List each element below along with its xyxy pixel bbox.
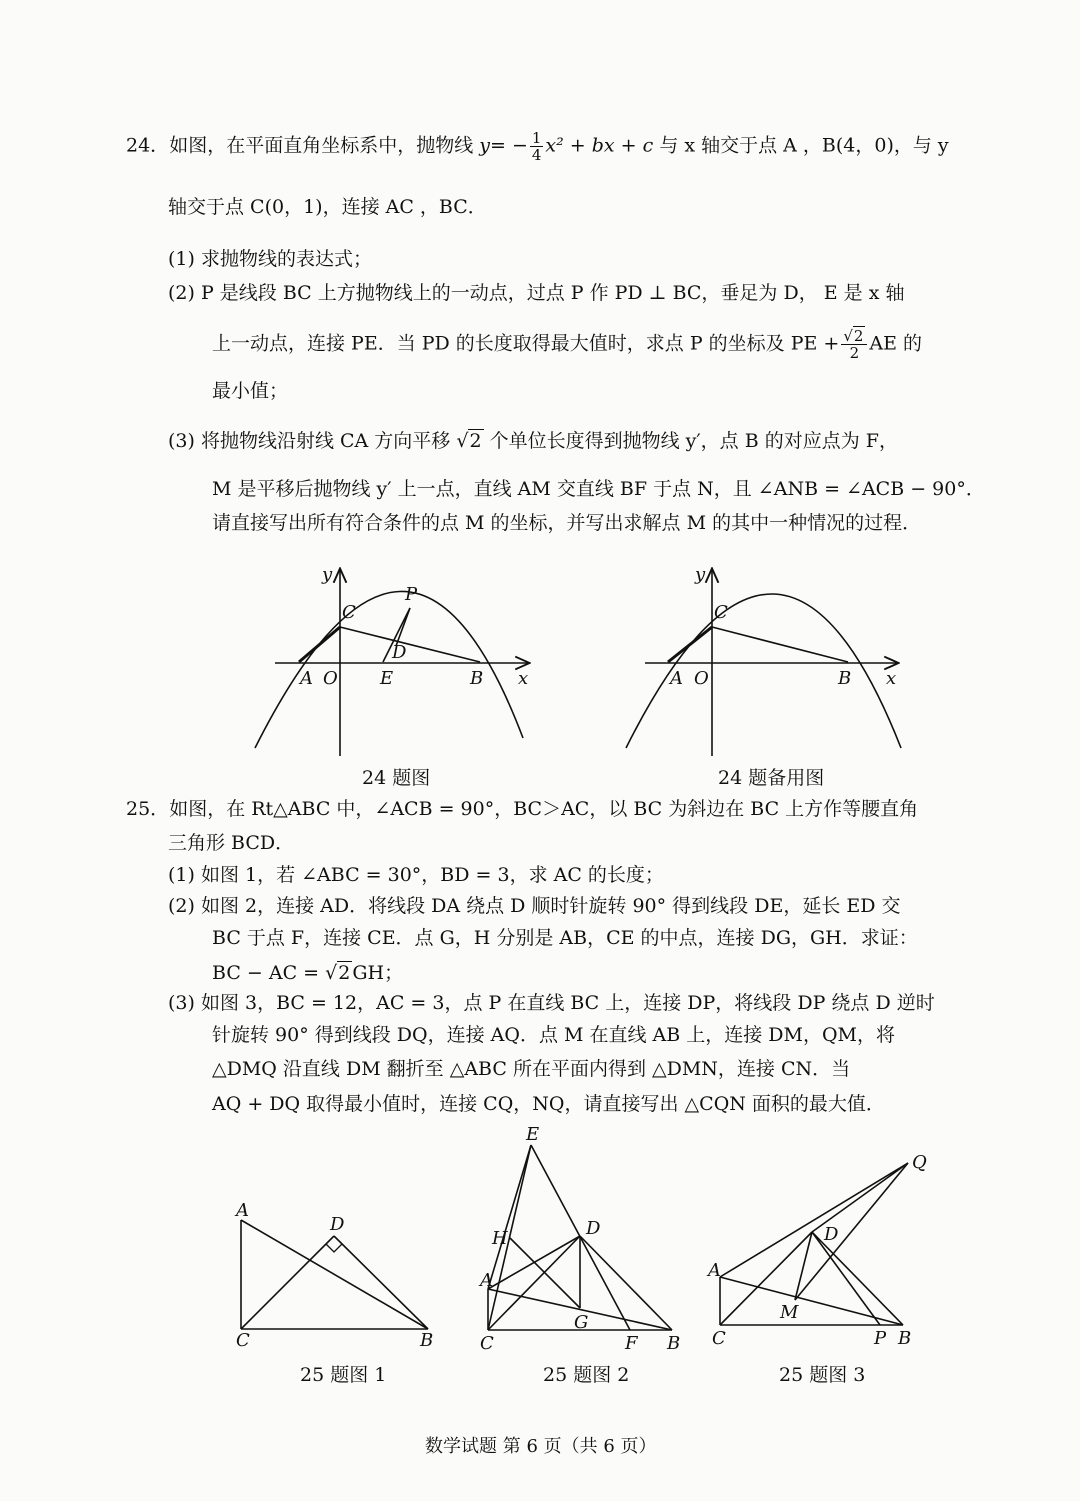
label-e: E [526, 1124, 540, 1145]
q24-part2-line1: (2) P 是线段 BC 上方抛物线上的一动点，过点 P 作 PD ⊥ BC，垂足为 D， E 是 x 轴 [168, 282, 905, 304]
segment-pd [396, 608, 410, 646]
label-b: B [667, 1333, 681, 1354]
frac-denominator: 4 [531, 146, 542, 164]
parabola [626, 594, 901, 748]
q25-part3-line3: △DMQ 沿直线 DM 翻折至 △ABC 所在平面内得到 △DMN，连接 CN．当 [212, 1058, 851, 1080]
label-d: D [330, 1214, 345, 1235]
label-b: B [470, 668, 484, 689]
label-o: O [694, 668, 709, 689]
label-c: C [480, 1333, 494, 1354]
q24-number: 24． [126, 134, 170, 157]
q25-line1 [126, 796, 918, 822]
q25-part2-line2: BC 于点 F，连接 CE．点 G，H 分别是 AB，CE 的中点，连接 DG，GH．求证： [212, 927, 918, 949]
q25-intro: 如图，在 Rt△ABC 中，∠ACB = 90°，BC＞AC，以 BC 为斜边在 BC 上方作等腰直角 [169, 798, 919, 820]
sqrt-value: 2 [469, 430, 482, 452]
frac-denominator: 2 [849, 344, 860, 362]
figure-24-main [255, 564, 528, 756]
right-angle-mark [326, 1244, 342, 1252]
label-y: y [695, 564, 706, 585]
label-y: y [322, 564, 333, 585]
caption-25-3: 25 题图 3 [779, 1364, 866, 1386]
segment-bc [340, 627, 480, 662]
q25-part2-line3: BC − AC = √2 GH； [212, 962, 404, 984]
label-m: M [780, 1302, 799, 1323]
caption-24: 24 题图 [362, 767, 431, 789]
q25-part3-line1: (3) 如图 3，BC = 12，AC = 3，点 P 在直线 BC 上，连接 DP，将线段 DP 绕点 D 逆时 [168, 992, 935, 1014]
label-a: A [300, 668, 313, 689]
caption-25-2: 25 题图 2 [543, 1364, 630, 1386]
label-f: F [625, 1333, 638, 1354]
label-x: x [518, 668, 529, 689]
label-a: A [670, 668, 683, 689]
sqrt-value: 2 [853, 327, 864, 345]
label-x: x [886, 668, 897, 689]
sqrt-value: 2 [338, 962, 351, 984]
q24-part2-line3: 最小值； [212, 380, 289, 402]
segment-bc [712, 627, 848, 662]
q25-part2-text-end: GH； [352, 962, 404, 984]
q25-part3-line2: 针旋转 90° 得到线段 DQ，连接 AQ．点 M 在直线 AB 上，连接 DM，QM，将 [212, 1024, 895, 1046]
q25-number: 25． [126, 798, 170, 820]
segment-db [580, 1236, 672, 1330]
q24-intro: 如图，在平面直角坐标系中，抛物线 [169, 134, 474, 157]
label-c: C [342, 602, 356, 623]
q24-eq: = − [489, 134, 528, 157]
q24-part2-text: 上一动点，连接 PE．当 PD 的长度取得最大值时，求点 P 的坐标及 PE + [212, 332, 840, 355]
q25-line2: 三角形 BCD． [168, 832, 295, 854]
segment-db [812, 1232, 903, 1325]
segment-aq [720, 1163, 908, 1277]
label-h: H [492, 1228, 508, 1249]
figure-25-2 [478, 1124, 680, 1354]
caption-24-spare: 24 题备用图 [718, 767, 825, 789]
frac-numerator: 1 [531, 129, 542, 147]
q25-part1: (1) 如图 1，若 ∠ABC = 30°，BD = 3，求 AC 的长度； [168, 864, 664, 886]
label-o: O [323, 668, 338, 689]
q25-part2-text: BC − AC = [212, 962, 320, 984]
q24-poly: x² + bx + c [545, 134, 654, 157]
q25-part3-line4: AQ + DQ 取得最小值时，连接 CQ，NQ，请直接写出 △CQN 面积的最大值． [212, 1093, 885, 1115]
label-c: C [714, 602, 728, 623]
label-e: E [380, 668, 394, 689]
label-a: A [708, 1260, 721, 1281]
q24-part3-text-end: 个单位长度得到抛物线 y′，点 B 的对应点为 F， [489, 430, 898, 452]
label-d: D [586, 1218, 601, 1239]
page-footer: 数学试题 第 6 页（共 6 页） [425, 1436, 657, 1457]
label-a: A [480, 1270, 493, 1291]
segment-cd [488, 1236, 580, 1330]
label-c: C [712, 1328, 726, 1349]
label-b: B [420, 1330, 434, 1351]
q24-line2: 轴交于点 C(0，1)，连接 AC ，BC． [168, 196, 487, 218]
q24-part3-line3: 请直接写出所有符合条件的点 M 的坐标，并写出求解点 M 的其中一种情况的过程． [212, 512, 922, 534]
label-b: B [838, 668, 852, 689]
q24-line1-end: 与 x 轴交于点 A ，B(4，0)，与 y [659, 134, 949, 157]
q24-part3-line1: (3) 将抛物线沿射线 CA 方向平移 √2 个单位长度得到抛物线 y′，点 B 的对应点为 F， [168, 430, 898, 452]
segment-ac [299, 627, 340, 662]
label-b: B [898, 1328, 912, 1349]
q24-part1: (1) 求抛物线的表达式； [168, 248, 372, 270]
label-d: D [392, 642, 407, 663]
label-d: D [824, 1224, 839, 1245]
segment-ac [668, 627, 712, 662]
figure-24-spare [626, 564, 901, 756]
label-p: P [874, 1328, 887, 1349]
q24-part2-text-end: AE 的 [869, 332, 923, 355]
label-g: G [574, 1312, 589, 1333]
figure-25-1 [234, 1200, 433, 1351]
q24-part3-text: (3) 将抛物线沿射线 CA 方向平移 [168, 430, 451, 452]
label-a: A [236, 1200, 249, 1221]
segment-cd [241, 1236, 334, 1329]
frac-numerator: √2 [841, 328, 867, 345]
figure-25-3 [706, 1152, 927, 1349]
label-q: Q [912, 1152, 927, 1173]
caption-25-1: 25 题图 1 [300, 1364, 387, 1386]
label-p: P [405, 584, 418, 605]
q24-part3-line2: M 是平移后抛物线 y′ 上一点，直线 AM 交直线 BF 于点 N，且 ∠ANB = ∠ACB − 90°． [212, 478, 985, 500]
segment-dp [812, 1232, 880, 1325]
q25-part2-line1: (2) 如图 2，连接 AD．将线段 DA 绕点 D 顺时针旋转 90° 得到线段 DE，延长 ED 交 [168, 895, 901, 917]
label-c: C [236, 1330, 250, 1351]
q24-y: y [479, 134, 490, 157]
